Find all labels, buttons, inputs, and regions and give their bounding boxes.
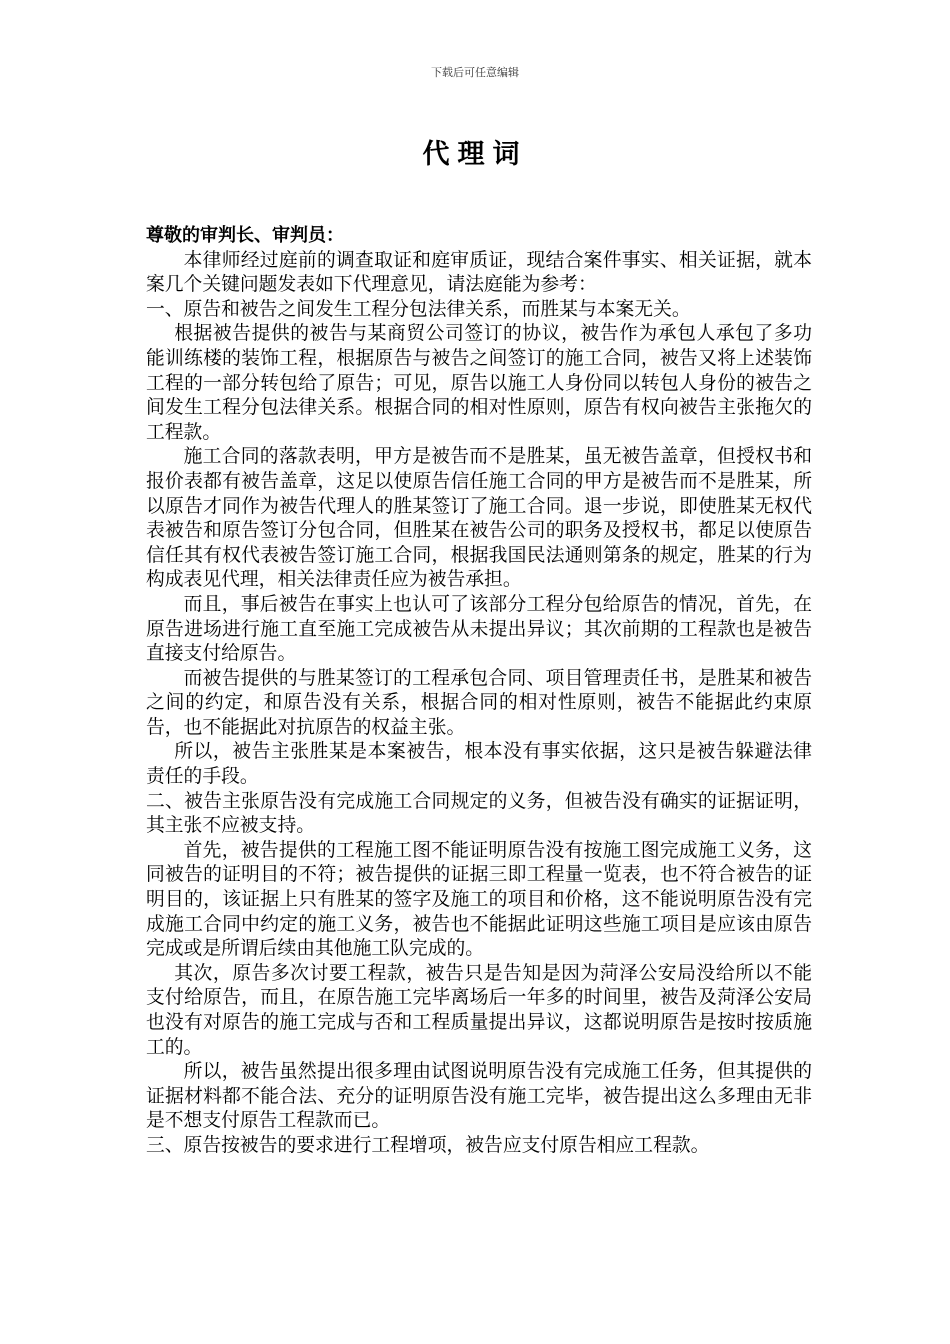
section-heading: 一、原告和被告之间发生工程分包法律关系，而胜某与本案无关。 (146, 298, 691, 320)
paragraph: 而被告提供的与胜某签订的工程承包合同、项目管理责任书，是胜某和被告之间的约定，和原告没有关系，根据合同的相对性原则，被告不能据此约束原告，也不能据此对抗原告的权益主张。 (146, 667, 812, 738)
header-note: 下载后可任意编辑 (431, 66, 519, 79)
paragraph: 首先，被告提供的工程施工图不能证明原告没有按施工图完成施工义务，这同被告的证明目的不符；被告提供的证据三即工程量一览表，也不符合被告的证明目的，该证据上只有胜某的签字及施工的项目和价格，这不能说明原告没有完成施工合同中约定的施工义务，被告也不能据此证明这些施工项目是应该由原告完成或是所谓后续由其他施工队完成的。 (146, 839, 812, 960)
paragraph: 其次，原告多次讨要工程款，被告只是告知是因为菏泽公安局没给所以不能支付给原告，而且，在原告施工完毕离场后一年多的时间里，被告及菏泽公安局也没有对原告的施工完成与否和工程质量提出异议，这都说明原告是按时按质施工的。 (146, 962, 812, 1058)
paragraph: 所以，被告主张胜某是本案被告，根本没有事实依据，这只是被告躲避法律责任的手段。 (146, 741, 812, 788)
section-heading: 二、被告主张原告没有完成施工合同规定的义务，但被告没有确实的证据证明，其主张不应被支持。 (146, 790, 812, 837)
paragraph: 根据被告提供的被告与某商贸公司签订的协议，被告作为承包人承包了多功能训练楼的装饰工程，根据原告与被告之间签订的施工合同，被告又将上述装饰工程的一部分转包给了原告；可见，原告以施工人身份同以转包人身份的被告之间发生工程分包法律关系。根据合同的相对性原则，原告有权向被告主张拖欠的工程款。 (146, 323, 812, 443)
paragraph: 所以，被告虽然提出很多理由试图说明原告没有完成施工任务，但其提供的证据材料都不能合法、充分的证明原告没有施工完毕，被告提出这么多理由无非是不想支付原告工程款而已。 (146, 1061, 812, 1132)
paragraph: 施工合同的落款表明，甲方是被告而不是胜某，虽无被告盖章，但授权书和报价表都有被告盖章，这足以使原告信任施工合同的甲方是被告而不是胜某，所以原告才同作为被告代理人的胜某签订了施工合同。退一步说，即使胜某无权代表被告和原告签订分包合同，但胜某在被告公司的职务及授权书，都足以使原告信任其有权代表被告签订施工合同，根据我国民法通则第条的规定，胜某的行为构成表见代理，相关法律责任应为被告承担。 (146, 446, 812, 591)
salutation: 尊敬的审判长、审判员： (146, 225, 344, 246)
paragraph: 本律师经过庭前的调查取证和庭审质证，现结合案件事实、相关证据，就本案几个关键问题发表如下代理意见，请法庭能为参考： (146, 249, 812, 296)
document-title: 代理词 (422, 139, 528, 170)
paragraph: 而且，事后被告在事实上也认可了该部分工程分包给原告的情况，首先，在原告进场进行施工直至施工完成被告从未提出异议；其次前期的工程款也是被告直接支付给原告。 (146, 593, 812, 665)
document-body (146, 224, 812, 1159)
section-heading: 三、原告按被告的要求进行工程增项，被告应支付原告相应工程款。 (146, 1134, 710, 1156)
